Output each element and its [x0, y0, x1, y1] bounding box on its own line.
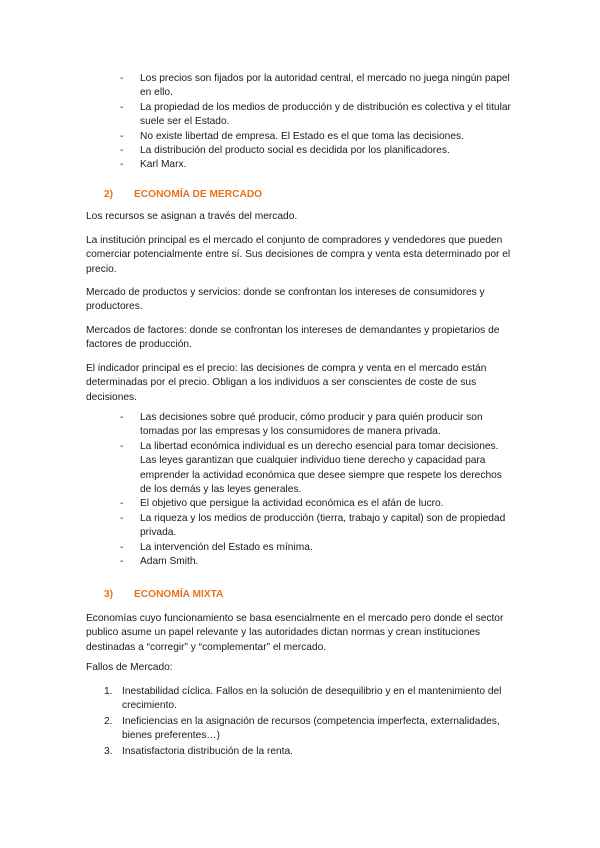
list-item: - Adam Smith. [120, 556, 199, 568]
intro-bullet-list [86, 72, 516, 173]
paragraph: Los recursos se asignan a través del mercado. [86, 211, 298, 222]
list-item: - La libertad económica individual es un derecho esencial para tomar decisiones. Las leyes garantizan que cualquier individuo tiene derecho y capacidad para emprender la actividad económica que desee siempre que respete los derechos de los demás y las leyes generales. [120, 440, 502, 496]
market-failures-list [86, 685, 516, 760]
section-heading-economia-de-mercado: 2) ECONOMÍA DE MERCADO [104, 189, 263, 200]
list-item: - No existe libertad de empresa. El Estado es el que toma las decisiones. [120, 130, 464, 142]
paragraph: La institución principal es el mercado el conjunto de compradores y vendedores que pueden comerciar potencialmente entre sí. Sus decisiones de compra y venta esta determinado por el precio. [86, 235, 511, 275]
list-item: - La riqueza y los medios de producción (tierra, trabajo y capital) son de propiedad privada. [120, 512, 506, 539]
market-bullet-list [86, 411, 516, 569]
list-item: 3. Insatisfactoria distribución de la renta. [104, 745, 294, 757]
paragraph: Economías cuyo funcionamiento se basa esencialmente en el mercado pero donde el sector publico asume un papel relevante y las autoridades dictan normas y crean instituciones destinadas a “corregir” y “complementar” el mercado. [86, 613, 504, 653]
paragraph: Mercado de productos y servicios: donde se confrontan los intereses de consumidores y productores. [86, 287, 485, 313]
paragraph: Mercados de factores: donde se confrontan los intereses de demandantes y propietarios de factores de producción. [86, 325, 500, 351]
paragraph: El indicador principal es el precio: las decisiones de compra y venta en el mercado están determinadas por el precio. Obligan a los individuos a ser conscientes de coste de sus decisiones. [86, 363, 487, 403]
list-item: 1. Inestabilidad cíclica. Fallos en la solución de desequilibrio y en el mantenimiento del crecimiento. [104, 686, 502, 712]
list-item: - La distribución del producto social es decidida por los planificadores. [120, 145, 450, 157]
list-item: - Karl Marx. [120, 159, 187, 171]
list-item: 2. Ineficiencias en la asignación de recursos (competencia imperfecta, externalidades, bienes preferentes…) [104, 715, 500, 742]
paragraph: Fallos de Mercado: [86, 662, 173, 673]
list-item: - La intervención del Estado es mínima. [120, 541, 313, 553]
section-heading-economia-mixta: 3) ECONOMÍA MIXTA [104, 589, 224, 600]
list-item: - La propiedad de los medios de producción y de distribución es colectiva y el titular suele ser el Estado. [120, 101, 511, 128]
list-item: - El objetivo que persigue la actividad económica es el afán de lucro. [120, 498, 444, 510]
list-item: - Los precios son fijados por la autoridad central, el mercado no juega ningún papel en ello. [120, 73, 510, 99]
list-item: - Las decisiones sobre qué producir, cómo producir y para quién producir son tomadas por las empresas y los consumidores de manera privada. [120, 412, 483, 438]
